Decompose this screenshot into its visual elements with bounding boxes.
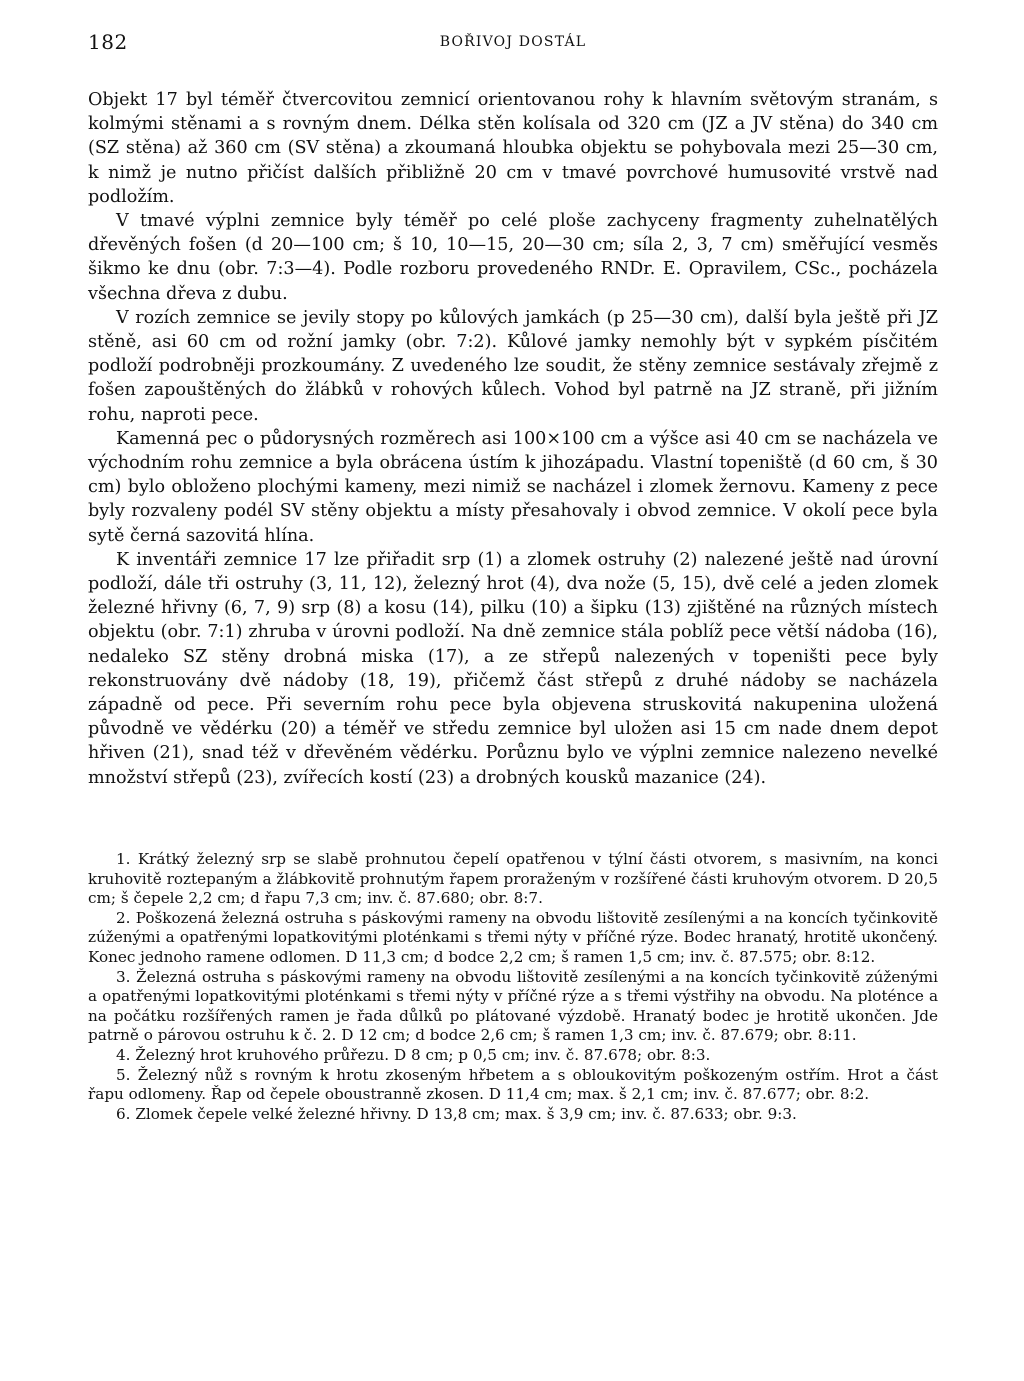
catalogue-entry: 5. Železný nůž s rovným k hrotu zkoseným hřbetem a s obloukovitým poškozeným ostřím. Hrot a část řapu odlomeny. Řap od čepele oboustranně zkosen. D 11,4 cm; max. š 2,1 cm; inv. č. 87.677; obr. 8:2. bbox=[88, 1065, 938, 1104]
paragraph: Kamenná pec o půdorysných rozměrech asi 100×100 cm a výšce asi 40 cm se nacházela ve východním rohu zemnice a byla obrácena ústím k jihozápadu. Vlastní topeniště (d 60 cm, š 30 cm) bylo obloženo plochými kameny, mezi nimiž se nacházel i zlomek žernovu. Kameny z pece byly rozvaleny podél SV stěny objektu a místy přesahovaly i obvod zemnice. V okolí pece byla sytě černá sazovitá hlína. bbox=[88, 428, 938, 546]
paragraph: K inventáři zemnice 17 lze přiřadit srp (1) a zlomek ostruhy (2) nalezené ještě nad úrovní podloží, dále tři ostruhy (3, 11, 12), železný hrot (4), dva nože (5, 15), dvě celé a jeden zlomek železné hřivny (6, 7, 9) srp (8) a kosu (14), pilku (10) a šipku (13) zjištěné na různých místech objektu (obr. 7:1) zhruba v úrovni podloží. Na dně zemnice stála poblíž pece větší nádoba (16), nedaleko SZ stěny drobná miska (17), a ze střepů nalezených v topeništi pece byly rekonstruovány dvě nádoby (18, 19), přičemž část střepů z druhé nádoby se nacházela západně od pece. Při severním rohu pece byla objevena struskovitá nakupenina uložená původně ve vědérku (20) a téměř ve středu zemnice byl uložen asi 15 cm nade dnem depot hřiven (21), snad též v dřevěném vědérku. Porůznu bylo ve výplni zemnice nalezeno nevelké množství střepů (23), zvířecích kostí (23) a drobných kousků mazanice (24). bbox=[88, 549, 938, 788]
paragraph: V tmavé výplni zemnice byly téměř po celé ploše zachyceny fragmenty zuhelnatělých dřevěných fošen (d 20—100 cm; š 10, 10—15, 20—30 cm; síla 2, 3, 7 cm) směřující vesměs šikmo ke dnu (obr. 7:3—4). Podle rozboru provedeného RNDr. E. Opravilem, CSc., pocházela všechna dřeva z dubu. bbox=[88, 211, 938, 304]
running-head: BOŘIVOJ DOSTÁL bbox=[439, 34, 587, 50]
paragraph: Objekt 17 byl téměř čtvercovitou zemnicí orientovanou rohy k hlavním světovým stranám, s kolmými stěnami a s rovným dnem. Délka stěn kolísala od 320 cm (JZ a JV stěna) do 340 cm (SZ stěna) až 360 cm (SV stěna) a zkoumaná hloubka objektu se pohybovala mezi 25—30 cm, k nimž je nutno přičíst dalších přibližně 20 cm v tmavé povrchové humusovité vrstvě nad podložím. bbox=[88, 90, 938, 207]
page-header bbox=[88, 30, 938, 60]
catalogue-entry: 4. Železný hrot kruhového průřezu. D 8 cm; p 0,5 cm; inv. č. 87.678; obr. 8:3. bbox=[116, 1045, 711, 1064]
paragraph: V rozích zemnice se jevily stopy po kůlových jamkách (p 25—30 cm), další byla ještě při JZ stěně, asi 60 cm od rožní jamky (obr. 7:2). Kůlové jamky nemohly být v sypkém písčitém podloží podrobněji prozkoumány. Z uvedeného lze soudit, že stěny zemnice sestávaly zřejmě z fošen zapouštěných do žlábků v rohových kůlech. Vohod byl patrně na JZ straně, při jižním rohu, naproti pece. bbox=[88, 307, 938, 425]
catalogue-entry: 2. Poškozená železná ostruha s páskovými rameny na obvodu lištovitě zesílenými a na koncích tyčinkovitě zúženými a opatřenými lopatkovitými ploténkami s třemi nýty v příčné rýze. Bodec hranatý, hrotitě ukončený. Konec jednoho ramene odlomen. D 11,3 cm; d bodce 2,2 cm; š ramen 1,5 cm; inv. č. 87.575; obr. 8:12. bbox=[88, 908, 938, 966]
catalogue-entry: 3. Železná ostruha s páskovými rameny na obvodu lištovitě zesílenými a na koncích tyčinkovitě zúženými a opatřenými lopatkovitými ploténkami s třemi nýty v příčné rýze a s třemi výstřihy na obvodu. Na ploténce a na počátku rozšířených ramen je řada důlků po plátované výzdobě. Hranatý bodec je hrotitě ukončen. Jde patrně o párovou ostruhu k č. 2. D 12 cm; d bodce 2,6 cm; š ramen 1,3 cm; inv. č. 87.679; obr. 8:11. bbox=[88, 967, 938, 1045]
page-number: 182 bbox=[88, 30, 128, 54]
catalogue-entry: 1. Krátký železný srp se slabě prohnutou čepelí opatřenou v týlní části otvorem, s masivním, na konci kruhovitě roztepaným a žlábkovitě prohnutým řapem proraženým v rozšířené části kruhovým otvorem. D 20,5 cm; š čepele 2,2 cm; d řapu 7,3 cm; inv. č. 87.680; obr. 8:7. bbox=[88, 850, 938, 908]
body-text bbox=[88, 88, 938, 790]
catalogue-entry: 6. Zlomek čepele velké železné hřivny. D 13,8 cm; max. š 3,9 cm; inv. č. 87.633; obr. 9:3. bbox=[116, 1104, 797, 1123]
catalogue-notes bbox=[88, 850, 938, 1124]
